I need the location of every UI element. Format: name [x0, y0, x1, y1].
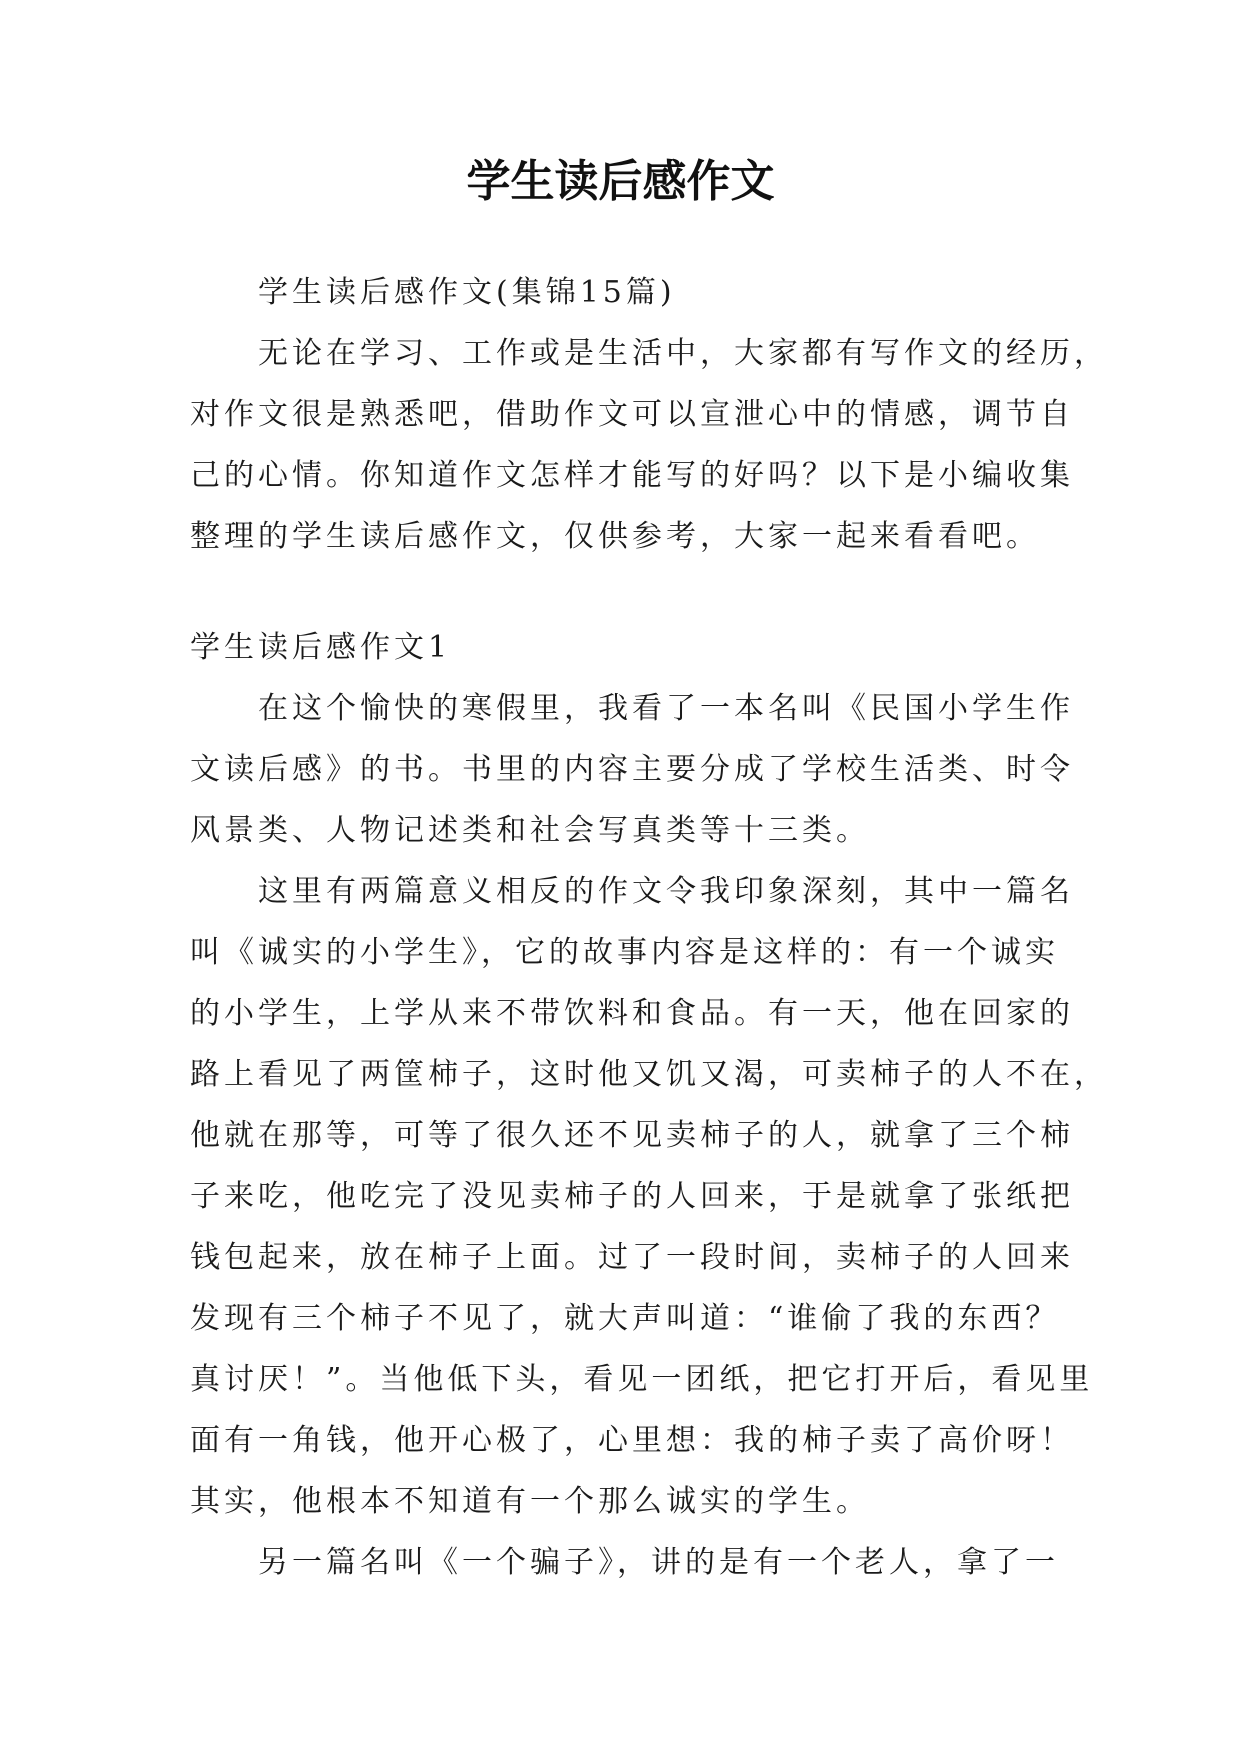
subtitle-line: 学生读后感作文(集锦15篇) — [258, 275, 676, 310]
paragraph-line: 对作文很是熟悉吧，借助作文可以宣泄心中的情感，调节自 — [190, 397, 1074, 432]
paragraph-line: 风景类、人物记述类和社会写真类等十三类。 — [190, 813, 870, 848]
paragraph-line: 无论在学习、工作或是生活中，大家都有写作文的经历， — [258, 336, 1108, 371]
paragraph-line: 路上看见了两筐柿子，这时他又饥又渴，可卖柿子的人不在， — [190, 1057, 1108, 1092]
paragraph-line: 子来吃，他吃完了没见卖柿子的人回来，于是就拿了张纸把 — [190, 1179, 1074, 1214]
paragraph-line: 发现有三个柿子不见了，就大声叫道：“谁偷了我的东西？ — [190, 1301, 1060, 1336]
paragraph-line: 整理的学生读后感作文，仅供参考，大家一起来看看吧。 — [190, 519, 1040, 554]
paragraph-line: 另一篇名叫《一个骗子》，讲的是有一个老人，拿了一 — [258, 1545, 1059, 1580]
paragraph-line: 的小学生，上学从来不带饮料和食品。有一天，他在回家的 — [190, 996, 1074, 1031]
paragraph-line: 这里有两篇意义相反的作文令我印象深刻，其中一篇名 — [258, 874, 1074, 909]
document-title: 学生读后感作文 — [466, 156, 775, 207]
paragraph-line: 真讨厌！”。当他低下头，看见一团纸，把它打开后，看见里 — [190, 1362, 1094, 1397]
paragraph-line: 其实，他根本不知道有一个那么诚实的学生。 — [190, 1484, 870, 1519]
paragraph-line: 叫《诚实的小学生》，它的故事内容是这样的：有一个诚实 — [190, 935, 1059, 970]
paragraph-line: 钱包起来，放在柿子上面。过了一段时间，卖柿子的人回来 — [190, 1240, 1074, 1275]
document-body — [190, 262, 1108, 1593]
section-heading: 学生读后感作文1 — [190, 630, 452, 665]
paragraph-line: 面有一角钱，他开心极了，心里想：我的柿子卖了高价呀！ — [190, 1423, 1074, 1458]
section-gap — [190, 567, 1060, 617]
paragraph-line: 他就在那等，可等了很久还不见卖柿子的人，就拿了三个柿 — [190, 1118, 1074, 1153]
paragraph-line: 己的心情。你知道作文怎样才能写的好吗？以下是小编收集 — [190, 458, 1074, 493]
paragraph-line: 在这个愉快的寒假里，我看了一本名叫《民国小学生作 — [258, 691, 1074, 726]
paragraph-line: 文读后感》的书。书里的内容主要分成了学校生活类、时令 — [190, 752, 1074, 787]
